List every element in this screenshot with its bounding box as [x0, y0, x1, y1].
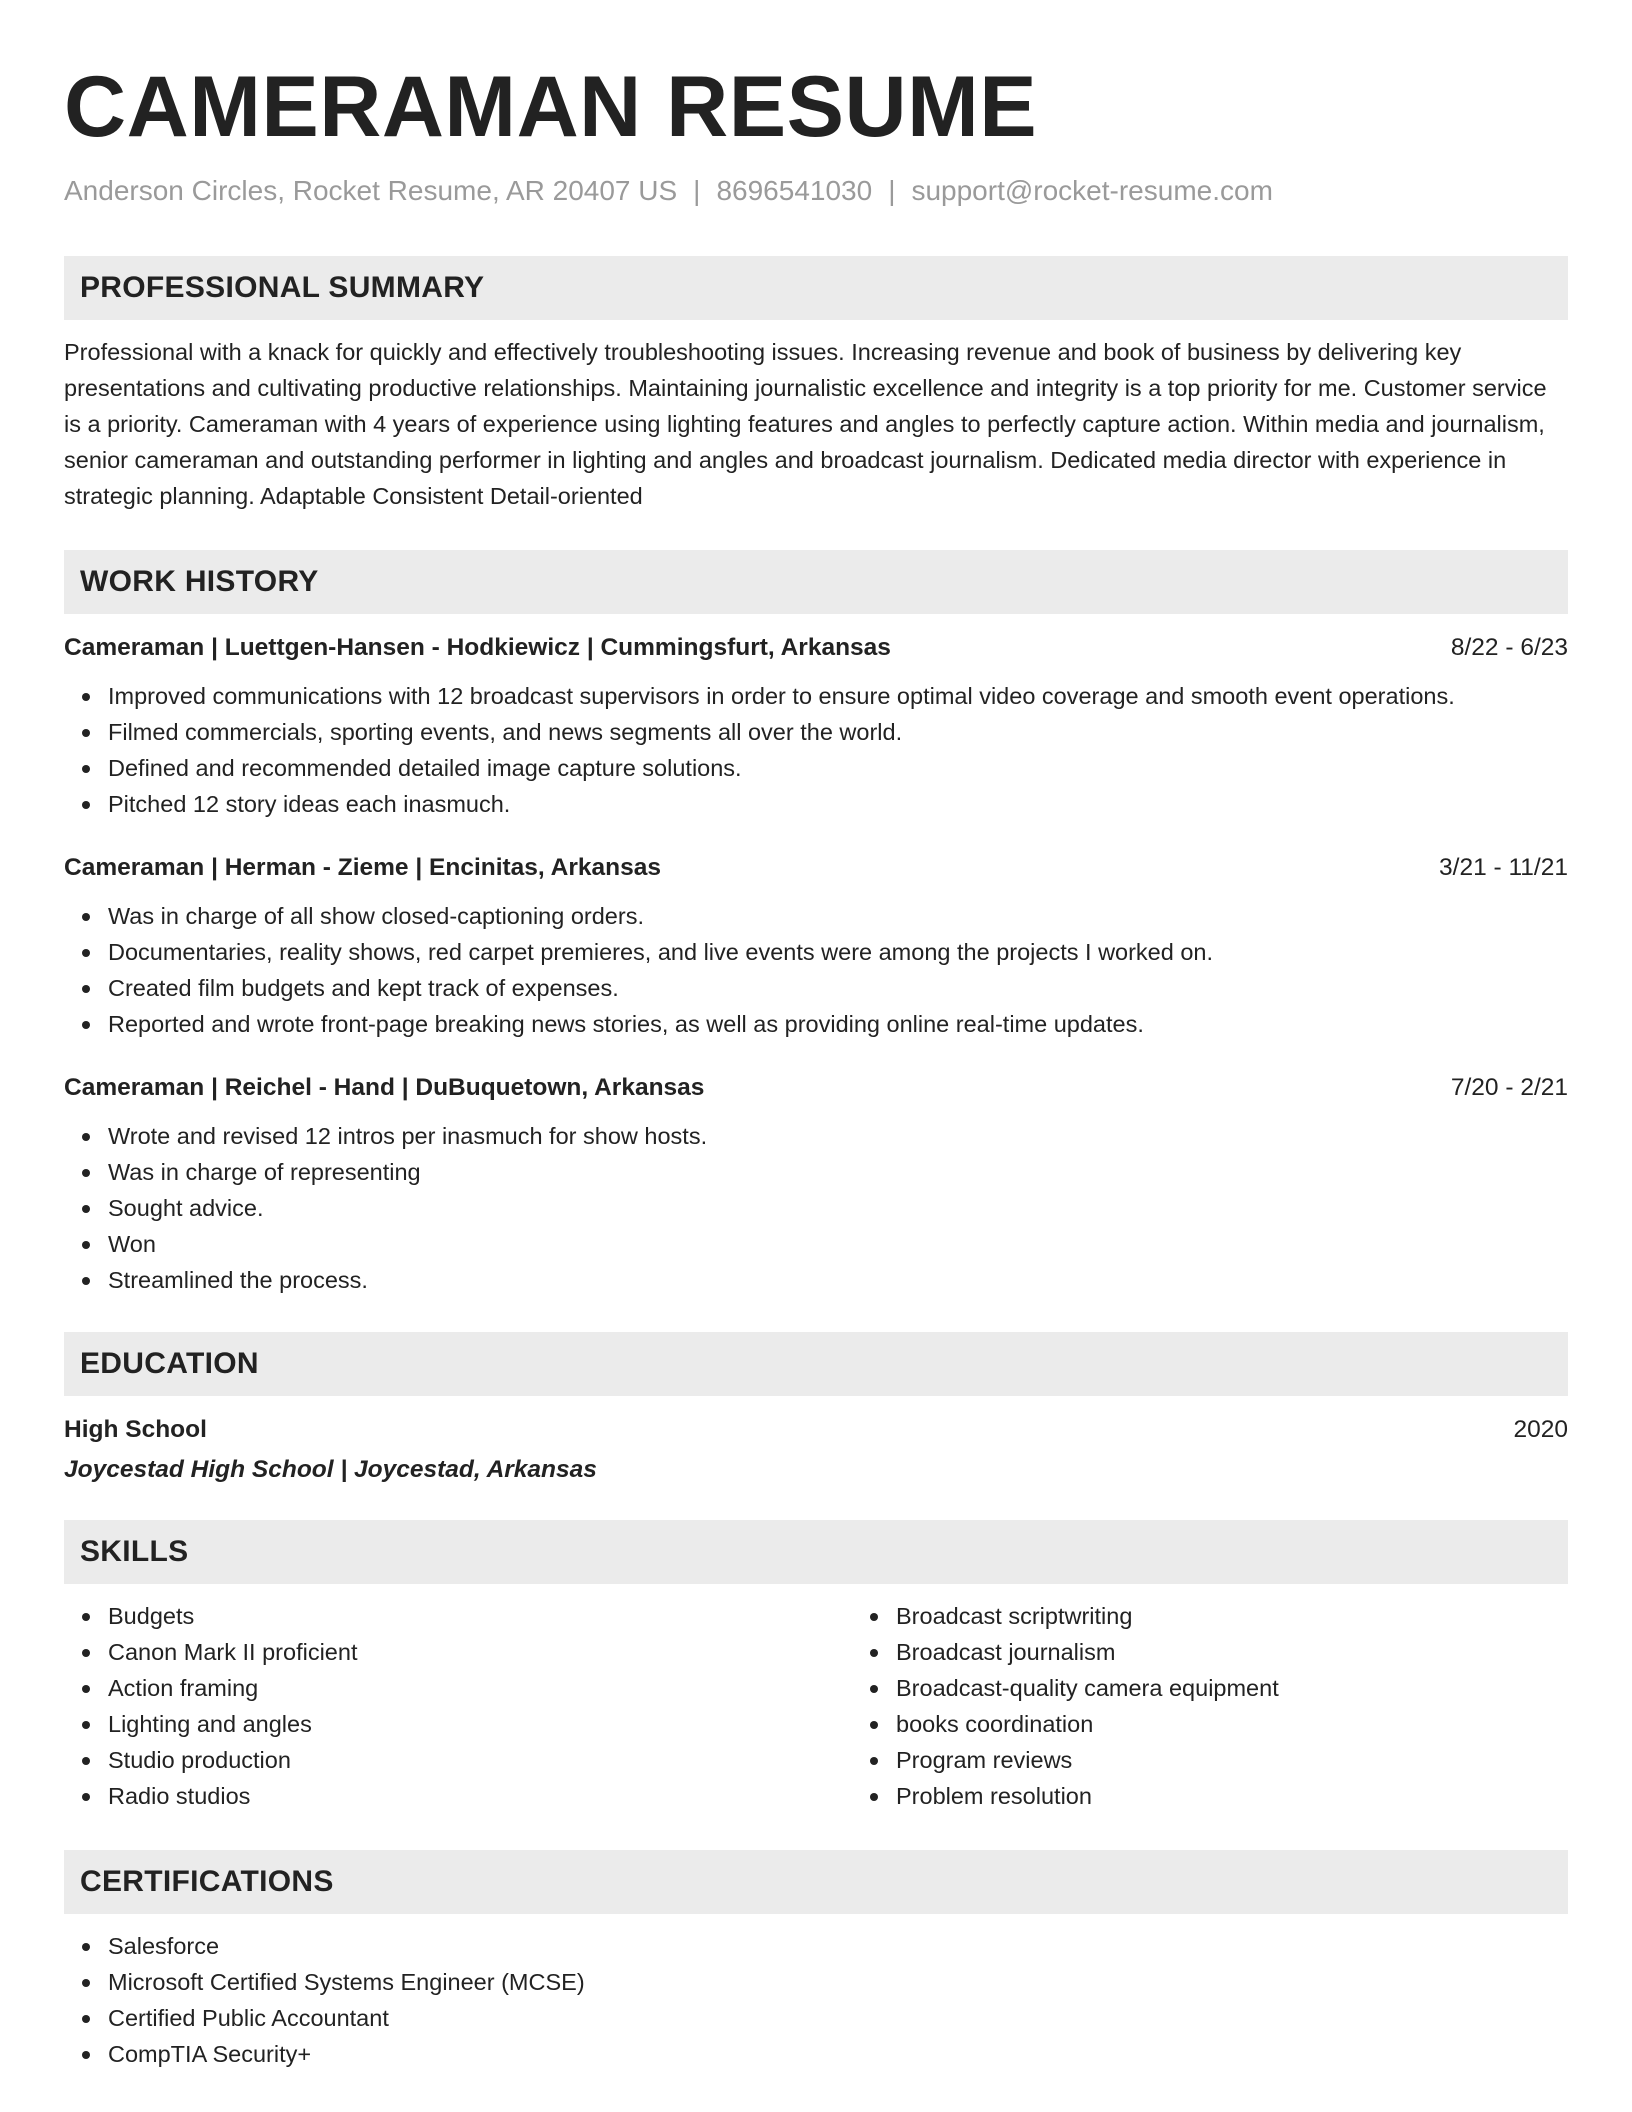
skills-column-right: [852, 1598, 1596, 1814]
job-entry: [64, 1072, 1568, 1298]
job-header: [64, 852, 1568, 884]
education-degree: High School: [64, 1415, 207, 1443]
skill-item: Broadcast-quality camera equipment: [896, 1670, 1596, 1706]
contact-phone: 8696541030: [716, 175, 873, 206]
job-title: Cameraman | Herman - Zieme | Encinitas, Arkansas: [64, 853, 661, 881]
job-bullets: [64, 898, 1568, 1042]
section-heading-certifications: CERTIFICATIONS: [64, 1850, 1568, 1914]
certification-item: CompTIA Security+: [108, 2036, 1568, 2072]
education-school: Joycestad High School | Joycestad, Arkansas: [64, 1455, 597, 1483]
job-bullet: Streamlined the process.: [108, 1262, 1568, 1298]
certifications-list: [64, 1928, 1568, 2072]
job-bullet: Improved communications with 12 broadcast supervisors in order to ensure optimal video coverage and smooth event operations.: [108, 678, 1568, 714]
section-heading-skills: SKILLS: [64, 1520, 1568, 1584]
skill-item: Action framing: [108, 1670, 852, 1706]
job-bullet: Was in charge of all show closed-captioning orders.: [108, 898, 1568, 934]
contact-line: [64, 174, 1568, 208]
job-bullet: Defined and recommended detailed image capture solutions.: [108, 750, 1568, 786]
contact-separator: |: [693, 175, 701, 206]
contact-email: support@rocket-resume.com: [911, 175, 1273, 206]
job-dates: 8/22 - 6/23: [1450, 633, 1568, 661]
job-bullet: Filmed commercials, sporting events, and news segments all over the world.: [108, 714, 1568, 750]
skill-item: books coordination: [896, 1706, 1596, 1742]
skill-item: Studio production: [108, 1742, 852, 1778]
certification-item: Microsoft Certified Systems Engineer (MCSE): [108, 1964, 1568, 2000]
section-heading-summary: PROFESSIONAL SUMMARY: [64, 256, 1568, 320]
job-bullets: [64, 1118, 1568, 1298]
skill-item: Program reviews: [896, 1742, 1596, 1778]
skill-item: Lighting and angles: [108, 1706, 852, 1742]
certification-item: Certified Public Accountant: [108, 2000, 1568, 2036]
skill-item: Canon Mark II proficient: [108, 1634, 852, 1670]
job-entry: [64, 852, 1568, 1042]
skills-column-left: [64, 1598, 852, 1814]
job-title: Cameraman | Reichel - Hand | DuBuquetown, Arkansas: [64, 1073, 705, 1101]
job-bullet: Created film budgets and kept track of expenses.: [108, 970, 1568, 1006]
skill-item: Radio studios: [108, 1778, 852, 1814]
job-header: [64, 1072, 1568, 1104]
job-bullets: [64, 678, 1568, 822]
education-entry: [64, 1414, 1568, 1486]
job-title: Cameraman | Luettgen-Hansen - Hodkiewicz | Cummingsfurt, Arkansas: [64, 633, 891, 661]
education-header: [64, 1414, 1568, 1446]
summary-text: Professional with a knack for quickly and effectively troubleshooting issues. Increasing revenue and book of business by delivering key presentations and cultivating productive relationships. Maintaining journalistic excellence and integrity is a top priority for me. Customer service is a priority. Cameraman with 4 years of experience using lighting features and angles to perfectly capture action. Within media and journalism, senior cameraman and outstanding performer in lighting and angles and broadcast journalism. Dedicated media director with experience in strategic planning. Adaptable Consistent Detail-oriented: [64, 338, 1547, 509]
skill-item: Budgets: [108, 1598, 852, 1634]
job-dates: 3/21 - 11/21: [1439, 853, 1568, 881]
job-bullet: Pitched 12 story ideas each inasmuch.: [108, 786, 1568, 822]
job-entry: [64, 632, 1568, 822]
section-heading-work-history: WORK HISTORY: [64, 550, 1568, 614]
job-bullet: Documentaries, reality shows, red carpet premieres, and live events were among the projects I worked on.: [108, 934, 1568, 970]
education-year: 2020: [1513, 1415, 1568, 1443]
skill-item: Broadcast journalism: [896, 1634, 1596, 1670]
job-bullet: Sought advice.: [108, 1190, 1568, 1226]
job-bullet: Was in charge of representing: [108, 1154, 1568, 1190]
job-header: [64, 632, 1568, 664]
job-bullet: Won: [108, 1226, 1568, 1262]
job-bullet: Wrote and revised 12 intros per inasmuch for show hosts.: [108, 1118, 1568, 1154]
resume-title: CAMERAMAN RESUME: [64, 59, 1038, 155]
skills-list: [64, 1598, 1568, 1814]
contact-separator: |: [888, 175, 896, 206]
job-bullet: Reported and wrote front-page breaking news stories, as well as providing online real-time updates.: [108, 1006, 1568, 1042]
skill-item: Problem resolution: [896, 1778, 1596, 1814]
contact-address: Anderson Circles, Rocket Resume, AR 20407 US: [64, 175, 678, 206]
section-heading-education: EDUCATION: [64, 1332, 1568, 1396]
certification-item: Salesforce: [108, 1928, 1568, 1964]
job-dates: 7/20 - 2/21: [1450, 1073, 1568, 1101]
skill-item: Broadcast scriptwriting: [896, 1598, 1596, 1634]
